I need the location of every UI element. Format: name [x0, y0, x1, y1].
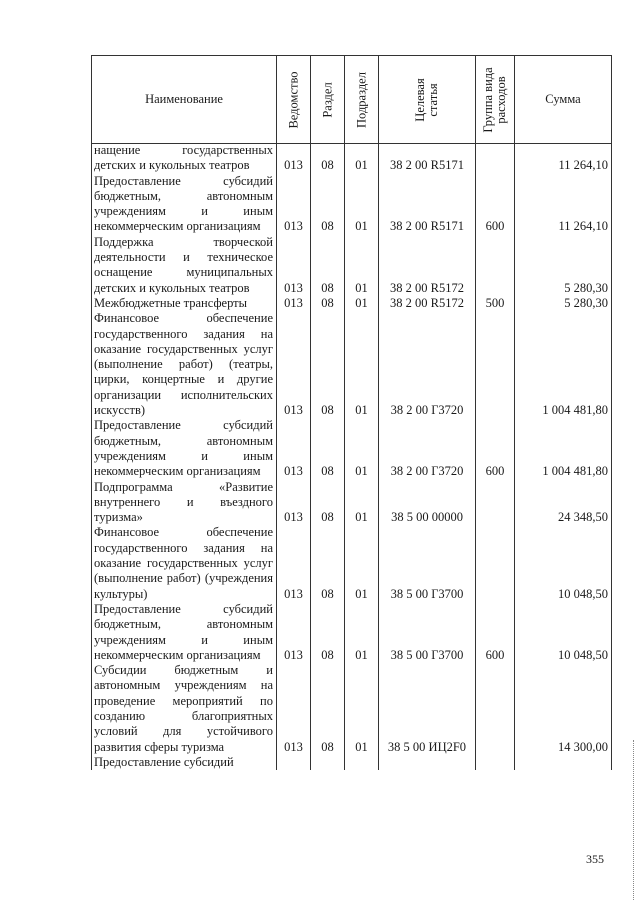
cell-amount: 11 264,10 — [515, 143, 612, 174]
cell-dept: 013 — [277, 418, 311, 479]
cell-exptype: 500 — [476, 296, 515, 311]
cell-name: Поддержка творческой деятельности и техническое оснащение муниципальных детских и кукольных театров — [92, 235, 277, 296]
table-row — [92, 143, 612, 174]
table-row — [92, 174, 612, 235]
cell-subsection: 01 — [345, 311, 379, 418]
cell-target: 38 5 00 00000 — [379, 480, 476, 526]
cell-dept: 013 — [277, 296, 311, 311]
cell-target: 38 2 00 R5172 — [379, 296, 476, 311]
cell-section: 08 — [311, 418, 345, 479]
header-dept: Ведомство — [277, 56, 311, 144]
cell-subsection: 01 — [345, 174, 379, 235]
cell-target: 38 5 00 Г3700 — [379, 602, 476, 663]
cell-name: Предоставление субсидий бюджетным, автономным учреждениям и иным некоммерческим организациям — [92, 174, 277, 235]
cell-dept: 013 — [277, 311, 311, 418]
cell-exptype — [476, 663, 515, 755]
cell-name: Предоставление субсидий бюджетным, автономным учреждениям и иным некоммерческим организациям — [92, 602, 277, 663]
cell-exptype — [476, 480, 515, 526]
cell-dept: 013 — [277, 602, 311, 663]
cell-target: 38 2 00 Г3720 — [379, 311, 476, 418]
table-header — [91, 55, 612, 144]
cell-subsection: 01 — [345, 143, 379, 174]
cell-amount: 5 280,30 — [515, 296, 612, 311]
cell-dept: 013 — [277, 525, 311, 601]
cell-subsection: 01 — [345, 418, 379, 479]
cell-amount: 5 280,30 — [515, 235, 612, 296]
cell-section: 08 — [311, 174, 345, 235]
header-exptype: Группа вида расходов — [476, 56, 515, 144]
cell-name: Предоставление субсидий бюджетным, автономным учреждениям и иным некоммерческим организациям — [92, 418, 277, 479]
cell-name: Финансовое обеспечение государственного задания на оказание государственных услуг (выполнение работ) (театры, цирки, концертные и другие организации исполнительских искусств) — [92, 311, 277, 418]
header-name: Наименование — [92, 56, 277, 144]
cell-target: 38 2 00 R5171 — [379, 174, 476, 235]
cell-target: 38 2 00 Г3720 — [379, 418, 476, 479]
cell-section: 08 — [311, 480, 345, 526]
cell-section: 08 — [311, 235, 345, 296]
table-row — [92, 235, 612, 296]
page-number: 355 — [586, 852, 604, 866]
cell-subsection: 01 — [345, 663, 379, 755]
cell-subsection: 01 — [345, 525, 379, 601]
cell-exptype — [476, 311, 515, 418]
table-row — [92, 663, 612, 755]
cell-name: Предоставление субсидий — [92, 755, 277, 770]
cell-name: Подпрограмма «Развитие внутреннего и въездного туризма» — [92, 480, 277, 526]
cell-amount: 10 048,50 — [515, 602, 612, 663]
cell-target: 38 2 00 R5172 — [379, 235, 476, 296]
header-subsection: Подраздел — [345, 56, 379, 144]
cell-exptype — [476, 143, 515, 174]
cell-section: 08 — [311, 602, 345, 663]
table-row — [92, 480, 612, 526]
cell-section — [311, 755, 345, 770]
cell-section: 08 — [311, 311, 345, 418]
header-section: Раздел — [311, 56, 345, 144]
cell-amount: 10 048,50 — [515, 525, 612, 601]
cell-subsection: 01 — [345, 296, 379, 311]
table-row — [92, 525, 612, 601]
table-row — [92, 296, 612, 311]
cell-dept: 013 — [277, 480, 311, 526]
header-target: Целевая статья — [379, 56, 476, 144]
table-body — [91, 143, 612, 770]
cell-dept: 013 — [277, 143, 311, 174]
cell-exptype — [476, 755, 515, 770]
cell-amount: 14 300,00 — [515, 663, 612, 755]
table-row — [92, 311, 612, 418]
cell-section: 08 — [311, 296, 345, 311]
scan-edge-mark — [633, 740, 636, 900]
table-row — [92, 418, 612, 479]
cell-name: Финансовое обеспечение государственного задания на оказание государственных услуг (выполнение работ) (учреждения культуры) — [92, 525, 277, 601]
cell-amount — [515, 755, 612, 770]
cell-exptype — [476, 235, 515, 296]
cell-amount: 24 348,50 — [515, 480, 612, 526]
cell-section: 08 — [311, 663, 345, 755]
cell-exptype: 600 — [476, 418, 515, 479]
cell-amount: 11 264,10 — [515, 174, 612, 235]
cell-target: 38 5 00 ИЦ2F0 — [379, 663, 476, 755]
cell-exptype — [476, 525, 515, 601]
cell-target: 38 2 00 R5171 — [379, 143, 476, 174]
table-row — [92, 602, 612, 663]
cell-subsection: 01 — [345, 235, 379, 296]
cell-subsection: 01 — [345, 602, 379, 663]
cell-name: Субсидии бюджетным и автономным учреждениям на проведение мероприятий по созданию благоприятных условий для устойчивого развития сферы туризма — [92, 663, 277, 755]
cell-section: 08 — [311, 525, 345, 601]
cell-subsection — [345, 755, 379, 770]
cell-dept: 013 — [277, 174, 311, 235]
cell-dept: 013 — [277, 663, 311, 755]
header-amount: Сумма — [515, 56, 612, 144]
cell-target — [379, 755, 476, 770]
cell-subsection: 01 — [345, 480, 379, 526]
cell-exptype: 600 — [476, 602, 515, 663]
table-row — [92, 755, 612, 770]
cell-section: 08 — [311, 143, 345, 174]
cell-target: 38 5 00 Г3700 — [379, 525, 476, 601]
cell-dept — [277, 755, 311, 770]
cell-amount: 1 004 481,80 — [515, 418, 612, 479]
cell-exptype: 600 — [476, 174, 515, 235]
cell-name: нащение государственных детских и кукольных театров — [92, 143, 277, 174]
cell-amount: 1 004 481,80 — [515, 311, 612, 418]
cell-name: Межбюджетные трансферты — [92, 296, 277, 311]
cell-dept: 013 — [277, 235, 311, 296]
